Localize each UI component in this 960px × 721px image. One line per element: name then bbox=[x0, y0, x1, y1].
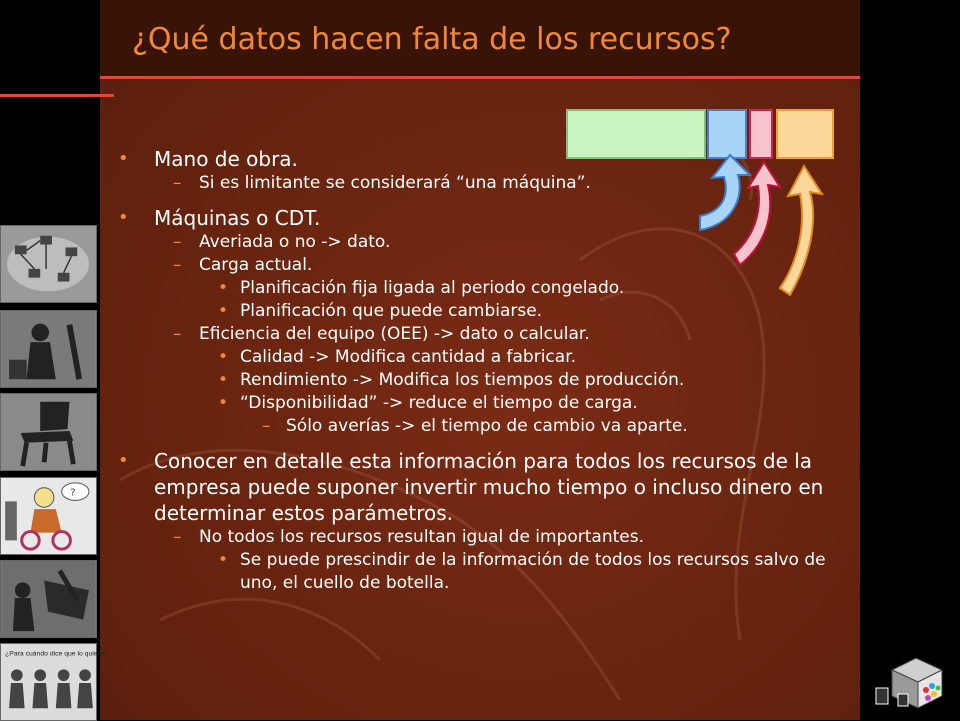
subsubitem-text: Se puede prescindir de la información de todos los recursos salvo de uno, el cuello de botella. bbox=[240, 550, 826, 593]
svg-text:?: ? bbox=[70, 487, 76, 499]
people-cartoon-icon bbox=[0, 643, 108, 721]
subitem-text: Averiada o no -> dato. bbox=[199, 232, 391, 252]
list-subitem bbox=[118, 231, 838, 254]
thinking-person-icon bbox=[0, 477, 97, 555]
subitem-text: Eficiencia del equipo (OEE) -> dato o calcular. bbox=[199, 324, 590, 344]
bullet-icon: • bbox=[118, 207, 129, 228]
list-item bbox=[118, 448, 838, 526]
subsubitem-text: Planificación que puede cambiarse. bbox=[240, 301, 543, 321]
subsubitem-text: Planificación fija ligada al periodo congelado. bbox=[240, 278, 625, 298]
list-subsubitem bbox=[118, 392, 838, 415]
bullet-icon: • bbox=[118, 450, 129, 471]
item-text: Mano de obra. bbox=[154, 147, 298, 171]
slide-title: ¿Qué datos hacen falta de los recursos? bbox=[132, 22, 732, 57]
list-subitem bbox=[118, 526, 838, 549]
list-subitem bbox=[118, 172, 838, 195]
dash-icon: – bbox=[173, 527, 182, 547]
dash-icon: – bbox=[173, 255, 182, 275]
bullet-icon: • bbox=[218, 347, 229, 367]
bullet-icon: • bbox=[218, 370, 229, 390]
dash-icon: – bbox=[262, 416, 271, 436]
subitem-text: Carga actual. bbox=[199, 255, 313, 275]
subsubitem-text: Rendimiento -> Modifica los tiempos de producción. bbox=[240, 370, 685, 390]
dash-icon: – bbox=[173, 324, 182, 344]
bullet-icon: • bbox=[118, 148, 129, 169]
bullet-list bbox=[118, 146, 838, 595]
item-text: Conocer en detalle esta información para todos los recursos de la empresa puede suponer invertir mucho tiempo o incluso dinero en determinar estos parámetros. bbox=[154, 449, 824, 525]
svg-text:¿Para cuándo dice que lo quier: ¿Para cuándo dice que lo quiere? bbox=[5, 650, 108, 658]
list-item bbox=[118, 205, 838, 231]
worker-icon bbox=[0, 310, 97, 388]
subsubitem-text: “Disponibilidad” -> reduce el tiempo de carga. bbox=[240, 393, 638, 413]
list-subsubitem bbox=[118, 346, 838, 369]
subsubitem-text: Calidad -> Modifica cantidad a fabricar. bbox=[240, 347, 577, 367]
dash-icon: – bbox=[173, 173, 182, 193]
right-strip bbox=[860, 0, 960, 720]
cube-logo-icon bbox=[872, 652, 952, 712]
bullet-icon: • bbox=[218, 301, 229, 321]
subitem-text: Si es limitante se considerará “una máquina”. bbox=[199, 173, 591, 193]
accent-line bbox=[0, 94, 114, 97]
list-level4-item bbox=[118, 415, 838, 438]
list-subsubitem bbox=[118, 300, 838, 323]
subitem-text: No todos los recursos resultan igual de importantes. bbox=[199, 527, 645, 547]
dash-icon: – bbox=[173, 232, 182, 252]
list-subitem bbox=[118, 323, 838, 346]
list-subitem bbox=[118, 254, 838, 277]
bullet-icon: • bbox=[218, 550, 229, 570]
list-subsubitem bbox=[118, 277, 838, 300]
chair-icon bbox=[0, 393, 97, 471]
title-underline bbox=[100, 76, 860, 79]
item-text: Máquinas o CDT. bbox=[154, 206, 321, 230]
machine-worker-icon bbox=[0, 560, 97, 638]
level4-text: Sólo averías -> el tiempo de cambio va aparte. bbox=[286, 416, 688, 436]
bullet-icon: • bbox=[218, 393, 229, 413]
list-subsubitem bbox=[118, 549, 838, 595]
network-diagram-icon bbox=[0, 225, 97, 303]
bullet-icon: • bbox=[218, 278, 229, 298]
list-subsubitem bbox=[118, 369, 838, 392]
list-item bbox=[118, 146, 838, 172]
